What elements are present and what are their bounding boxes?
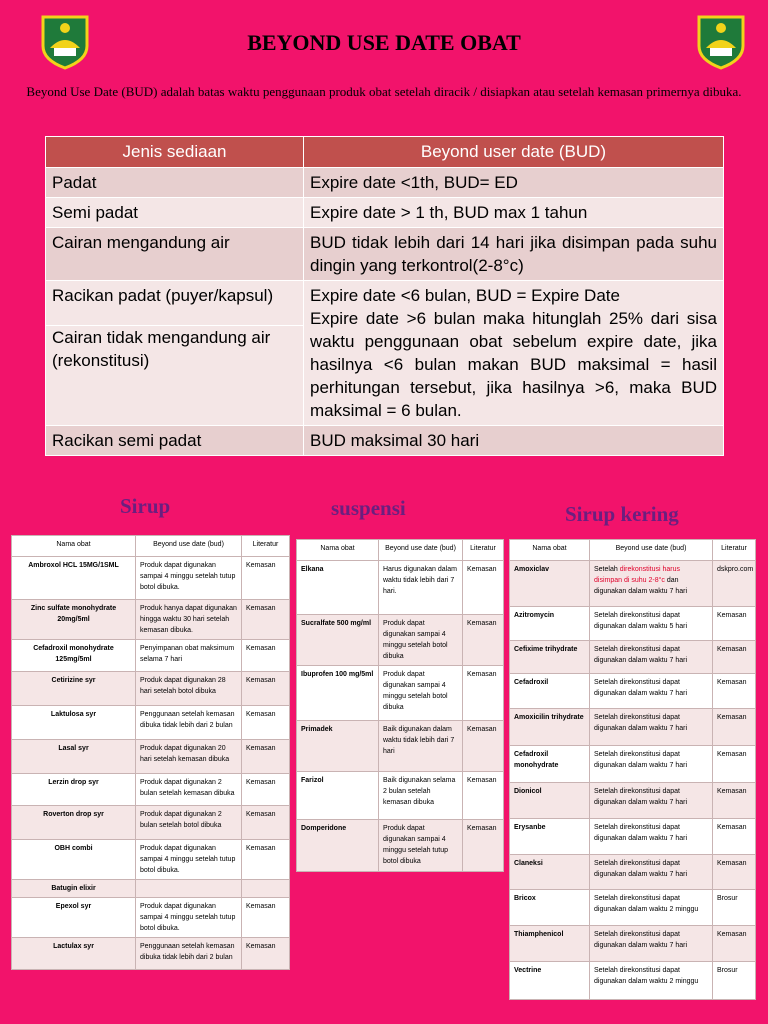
table-row [510,962,756,1000]
header-bud: Beyond use date (bud) [136,536,242,557]
drug-name-cell: OBH combi [12,840,136,880]
drug-name-cell: Lactulax syr [12,938,136,970]
bud-cell: Setelah direkonstitusi dapat digunakan dalam waktu 5 hari [590,607,713,641]
literatur-cell: Kemasan [463,820,504,872]
jenis-cell: Cairan tidak mengandung air (rekonstitusi) [46,326,304,426]
table-row [12,672,290,706]
drug-name-cell: Laktulosa syr [12,706,136,740]
sirup-table [11,535,290,970]
bud-cell: Produk hanya dapat digunakan hingga waktu 30 hari setelah kemasan dibuka. [136,600,242,640]
bud-cell: Expire date <1th, BUD= ED [304,168,724,198]
table-row [12,740,290,774]
table-row [297,666,504,721]
table-row [46,168,724,198]
header-nama-obat: Nama obat [510,540,590,561]
page-title: BEYOND USE DATE OBAT [247,30,521,55]
bud-cell: BUD maksimal 30 hari [304,426,724,456]
table-row [12,806,290,840]
bud-cell [304,281,724,426]
drug-name-cell: Erysanbe [510,819,590,855]
jenis-cell: Padat [46,168,304,198]
table-row [12,880,290,898]
literatur-cell: Kemasan [242,898,290,938]
section-title-sirup-kering: Sirup kering [565,502,679,526]
literatur-cell: Kemasan [242,740,290,774]
bud-cell: Setelah direkonstitusi dapat digunakan dalam waktu 7 hari [590,709,713,746]
literatur-cell: Kemasan [713,819,756,855]
literatur-cell: Kemasan [463,772,504,820]
table-row [12,774,290,806]
table-row [510,641,756,674]
table-row [12,706,290,740]
header-nama-obat: Nama obat [12,536,136,557]
drug-name-cell: Sucralfate 500 mg/ml [297,615,379,666]
drug-name-cell: Cefadroxil monohydrate 125mg/5ml [12,640,136,672]
header-jenis: Jenis sediaan [46,137,304,168]
drug-name-cell: Ambroxol HCL 15MG/1SML [12,557,136,600]
drug-name-cell: Lerzin drop syr [12,774,136,806]
drug-name-cell: Batugin elixir [12,880,136,898]
section-title-suspensi: suspensi [331,496,406,520]
jenis-cell: Semi padat [46,198,304,228]
drug-name-cell: Domperidone [297,820,379,872]
literatur-cell: Kemasan [713,783,756,819]
bud-racikan-padat: Expire date <6 bulan, BUD = Expire Date [310,286,620,305]
table-row [297,772,504,820]
table-row [510,607,756,641]
table-row [297,561,504,615]
table-row [12,640,290,672]
table-row [297,721,504,772]
bud-cell: Produk dapat digunakan sampai 4 minggu setelah tutup botol dibuka. [136,898,242,938]
literatur-cell: dskpro.com [713,561,756,607]
literatur-cell: Kemasan [242,938,290,970]
table-row [510,855,756,890]
literatur-cell: Kemasan [242,557,290,600]
table-row [297,615,504,666]
bud-cell: Setelah direkonstitusi dapat digunakan dalam waktu 7 hari [590,783,713,819]
table-row [46,228,724,281]
table-row [510,709,756,746]
header-literatur: Literatur [713,540,756,561]
bud-cell: BUD tidak lebih dari 14 hari jika disimpan pada suhu dingin yang terkontrol(2-8°c) [304,228,724,281]
bud-text-part: Setelah [594,566,620,573]
bud-cell: Setelah direkonstitusi dapat digunakan dalam waktu 7 hari [590,641,713,674]
section-title-sirup: Sirup [120,494,171,518]
literatur-cell: Kemasan [463,666,504,721]
bud-cell: Penyimpanan obat maksimum selama 7 hari [136,640,242,672]
drug-name-cell: Lasal syr [12,740,136,774]
drug-name-cell: Farizol [297,772,379,820]
bud-cell: Produk dapat digunakan 2 bulan setelah botol dibuka [136,806,242,840]
literatur-cell: Kemasan [713,746,756,783]
jenis-cell: Cairan mengandung air [46,228,304,281]
bud-cell: Produk dapat digunakan sampai 4 minggu setelah tutup botol dibuka. [136,557,242,600]
bud-cell: Setelah direkonstitusi dapat digunakan dalam waktu 7 hari [590,746,713,783]
bud-cell [136,880,242,898]
drug-name-cell: Dionicol [510,783,590,819]
suspensi-table [296,539,504,872]
drug-name-cell: Cetirizine syr [12,672,136,706]
bud-cell: Setelah direkonstitusi dapat digunakan dalam waktu 2 minggu [590,890,713,926]
drug-name-cell: Roverton drop syr [12,806,136,840]
table-row [12,840,290,880]
literatur-cell [242,880,290,898]
bud-cell: Setelah direkonstitusi dapat digunakan dalam waktu 7 hari [590,674,713,709]
literatur-cell: Brosur [713,890,756,926]
header-bud: Beyond user date (BUD) [304,137,724,168]
header-literatur: Literatur [463,540,504,561]
drug-name-cell: Vectrine [510,962,590,1000]
literatur-cell: Kemasan [713,709,756,746]
drug-name-cell: Ibuprofen 100 mg/5ml [297,666,379,721]
literatur-cell: Kemasan [713,641,756,674]
header-literatur: Literatur [242,536,290,557]
drug-name-cell: Zinc sulfate monohydrate 20mg/5ml [12,600,136,640]
literatur-cell: Kemasan [713,607,756,641]
drug-name-cell: Cefadroxil [510,674,590,709]
literatur-cell: Kemasan [463,561,504,615]
drug-name-cell: Claneksi [510,855,590,890]
intro-text: Beyond Use Date (BUD) adalah batas waktu penggunaan produk obat setelah diracik / disiapkan atau setelah kemasan primernya dibuka. [26,84,742,99]
bud-text-part: dan digunakan dalam waktu 7 hari [594,577,688,595]
bud-cell: Expire date > 1 th, BUD max 1 tahun [304,198,724,228]
main-table [45,136,724,456]
literatur-cell: Kemasan [242,706,290,740]
literatur-cell: Kemasan [713,674,756,709]
bud-cell: Penggunaan setelah kemasan dibuka tidak lebih dari 2 bulan [136,706,242,740]
bud-cell: Produk dapat digunakan sampai 4 minggu setelah tutup botol dibuka. [136,840,242,880]
literatur-cell: Kemasan [463,615,504,666]
bud-cell: Baik digunakan dalam waktu tidak lebih dari 7 hari [379,721,463,772]
bud-cell: Produk dapat digunakan sampai 4 minggu setelah tutup botol dibuka [379,820,463,872]
table-row [510,926,756,962]
drug-name-cell: Epexol syr [12,898,136,938]
table-row [510,674,756,709]
bud-cell: Produk dapat digunakan 2 bulan setelah kemasan dibuka [136,774,242,806]
literatur-cell: Kemasan [242,600,290,640]
literatur-cell: Kemasan [713,855,756,890]
header-nama-obat: Nama obat [297,540,379,561]
bud-cell: Produk dapat digunakan 20 hari setelah kemasan dibuka [136,740,242,774]
logo-left [40,14,90,70]
bud-cell: Produk dapat digunakan sampai 4 minggu setelah botol dibuka [379,615,463,666]
bud-cell: Baik digunakan selama 2 bulan setelah kemasan dibuka [379,772,463,820]
table-row [12,938,290,970]
literatur-cell: Kemasan [463,721,504,772]
table-row [12,600,290,640]
bud-cell: Penggunaan setelah kemasan dibuka tidak lebih dari 2 bulan [136,938,242,970]
bud-rekonstitusi: Expire date >6 bulan maka hitunglah 25% dari sisa waktu penggunaan obat sebelum expire date, jika hasilnya <6 bulan makan BUD maksimal = hasil perhitungan tersebut, jika hasilnya >6, maka BUD maksimal = 6 bulan. [310,309,717,420]
drug-name-cell: Cefadroxil monohydrate [510,746,590,783]
header-bud: Beyond use date (bud) [379,540,463,561]
table-row [46,281,724,326]
table-row [510,890,756,926]
bud-cell: Setelah direkonstitusi dapat digunakan dalam waktu 7 hari [590,819,713,855]
table-row [510,819,756,855]
logo-right [696,14,746,70]
table-row [12,898,290,938]
table-row [46,198,724,228]
literatur-cell: Kemasan [242,774,290,806]
literatur-cell: Kemasan [242,640,290,672]
bud-cell: Setelah direkonstitusi dapat digunakan dalam waktu 7 hari [590,855,713,890]
literatur-cell: Kemasan [242,672,290,706]
drug-name-cell: Thiamphenicol [510,926,590,962]
literatur-cell: Brosur [713,962,756,1000]
header-bud: Beyond use date (bud) [590,540,713,561]
jenis-cell: Racikan semi padat [46,426,304,456]
table-row [510,561,756,607]
table-row [297,820,504,872]
bud-cell: Produk dapat digunakan sampai 4 minggu setelah botol dibuka [379,666,463,721]
drug-name-cell: Elkana [297,561,379,615]
drug-name-cell: Azitromycin [510,607,590,641]
bud-cell: Produk dapat digunakan 28 hari setelah botol dibuka [136,672,242,706]
drug-name-cell: Amoxiclav [510,561,590,607]
bud-cell: Setelah direkonstitusi dapat digunakan dalam waktu 2 minggu [590,962,713,1000]
bud-cell: Setelah direkonstitusi dapat digunakan dalam waktu 7 hari [590,926,713,962]
drug-name-cell: Cefixime trihydrate [510,641,590,674]
literatur-cell: Kemasan [242,806,290,840]
drug-name-cell: Bricox [510,890,590,926]
jenis-cell: Racikan padat (puyer/kapsul) [46,281,304,326]
literatur-cell: Kemasan [242,840,290,880]
drug-name-cell: Amoxicilin trihydrate [510,709,590,746]
literatur-cell: Kemasan [713,926,756,962]
sirup-kering-table [509,539,756,1000]
table-row [12,557,290,600]
bud-text-part: direkonstitusi harus disimpan di suhu 2-8°c [594,566,680,584]
bud-cell [590,561,713,607]
drug-name-cell: Primadek [297,721,379,772]
table-row [46,426,724,456]
table-row [510,783,756,819]
table-row [510,746,756,783]
bud-cell: Harus digunakan dalam waktu tidak lebih dari 7 hari. [379,561,463,615]
